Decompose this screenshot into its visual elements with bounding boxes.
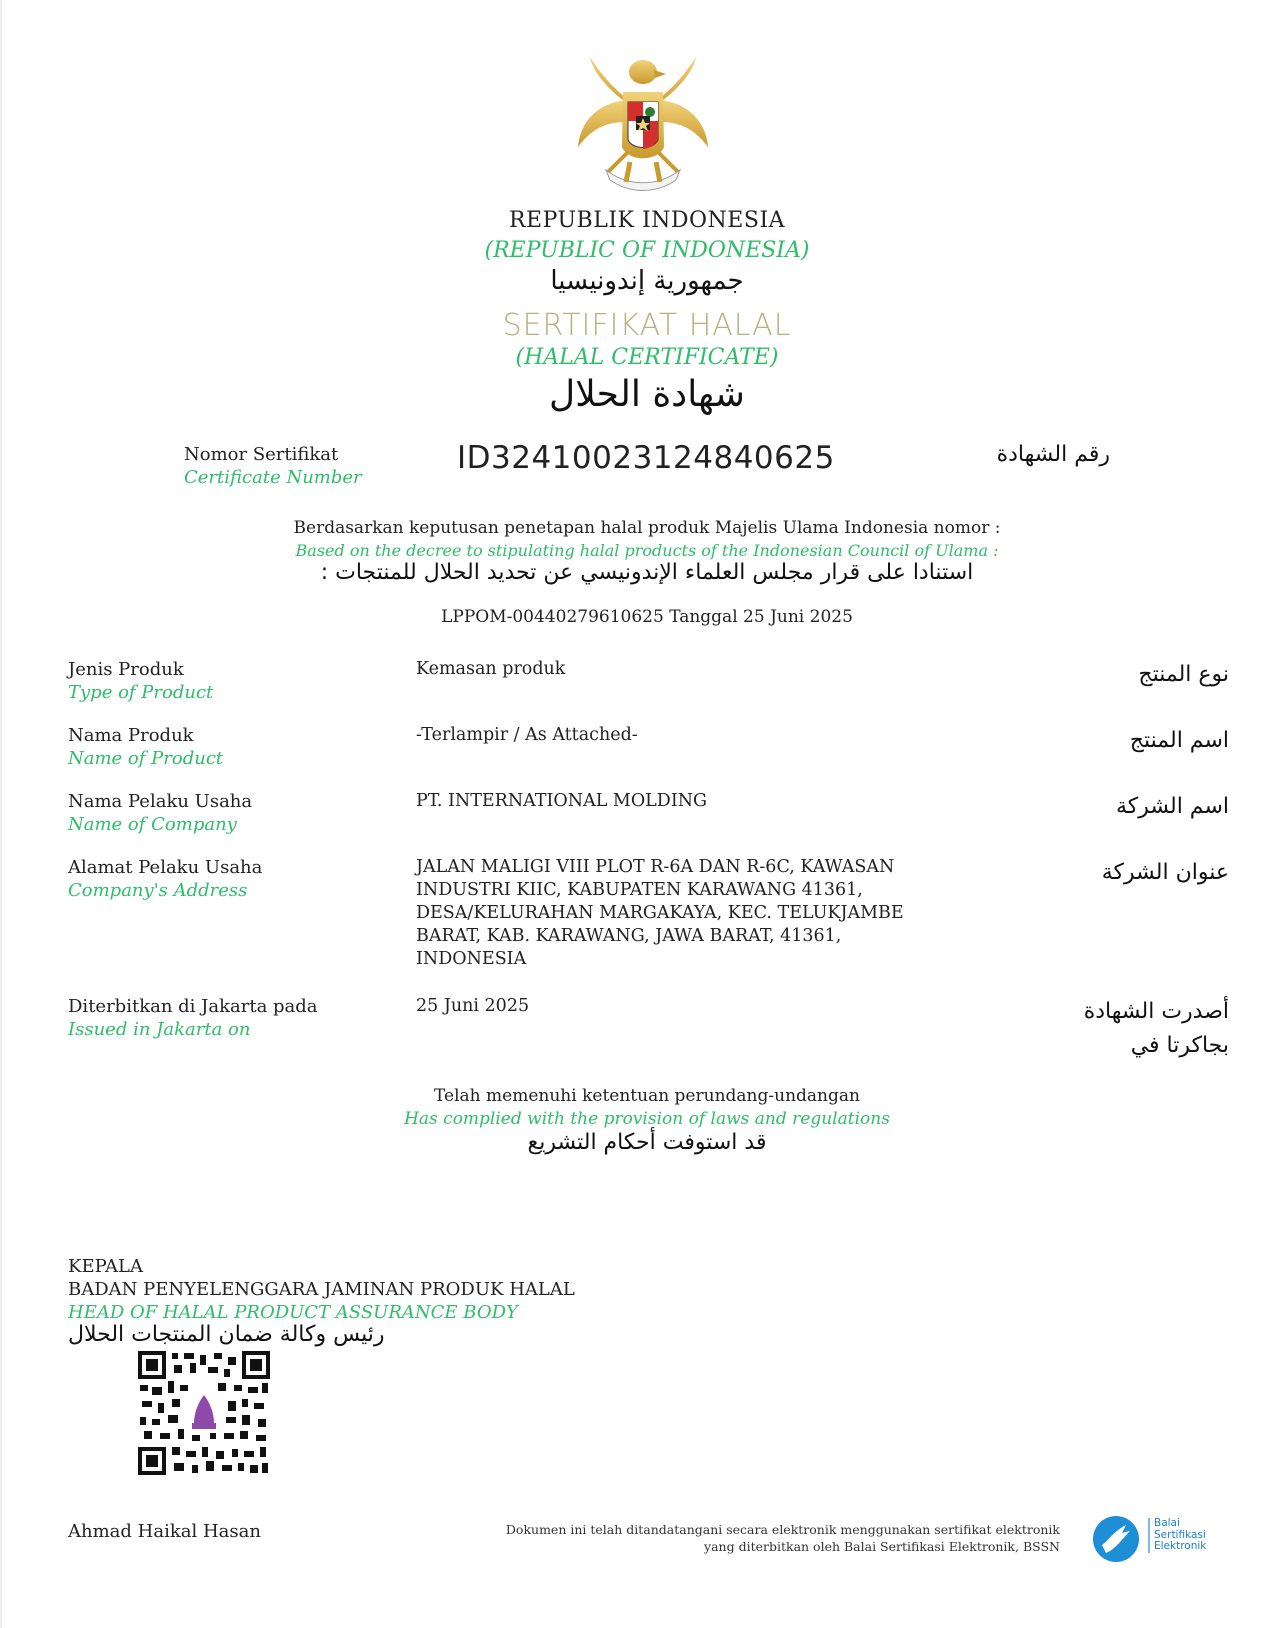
field-value xyxy=(416,856,986,971)
field-label-ar: عنوان الشركة xyxy=(1101,860,1229,885)
field-value: Kemasan produk xyxy=(416,659,566,679)
field-label-ar-line: أصدرت الشهادة xyxy=(1083,999,1229,1024)
certificate-number-label-ar: رقم الشهادة xyxy=(996,442,1110,467)
field-label-ar: نوع المنتج xyxy=(1138,662,1229,687)
compliance-text-en: Has complied with the provision of laws and regulations xyxy=(404,1109,890,1129)
field-label-ar: اسم المنتج xyxy=(1129,728,1229,753)
basis-text-id: Berdasarkan keputusan penetapan halal produk Majelis Ulama Indonesia nomor : xyxy=(293,518,1001,538)
bsre-label-line: Balai xyxy=(1154,1517,1180,1529)
field-label-id: Diterbitkan di Jakarta pada xyxy=(68,996,318,1017)
country-name-en: (REPUBLIC OF INDONESIA) xyxy=(484,238,810,263)
country-name-ar: جمهورية إندونيسيا xyxy=(550,266,744,296)
bsre-label xyxy=(1148,1518,1206,1553)
field-label xyxy=(68,995,318,1041)
field-label xyxy=(68,658,213,704)
qr-code-icon xyxy=(138,1351,270,1475)
signatory-title-2: BADAN PENYELENGGARA JAMINAN PRODUK HALAL xyxy=(68,1279,575,1300)
basis-text-en: Based on the decree to stipulating halal products of the Indonesian Council of Ulama : xyxy=(295,541,999,560)
address-line: DESA/KELURAHAN MARGAKAYA, KEC. TELUKJAMBE xyxy=(416,903,904,923)
field-label-ar: اسم الشركة xyxy=(1115,794,1229,819)
signatory-title-ar: رئيس وكالة ضمان المنتجات الحلال xyxy=(68,1322,385,1347)
field-label-id: Jenis Produk xyxy=(68,659,184,680)
signatory-title-1: KEPALA xyxy=(68,1256,143,1277)
signatory-title-en: HEAD OF HALAL PRODUCT ASSURANCE BODY xyxy=(68,1302,518,1323)
compliance-text-ar: قد استوفت أحكام التشريع xyxy=(527,1130,767,1155)
certificate-title-id: SERTIFIKAT HALAL xyxy=(502,308,792,343)
bsre-label-line: Sertifikasi xyxy=(1154,1528,1206,1541)
country-name-id: REPUBLIK INDONESIA xyxy=(508,208,786,233)
signatory-name: Ahmad Haikal Hasan xyxy=(68,1521,261,1542)
address-line: JALAN MALIGI VIII PLOT R-6A DAN R-6C, KAWASAN xyxy=(416,857,895,877)
certificate-number-label xyxy=(184,444,362,488)
bsre-label-line: Elektronik xyxy=(1154,1540,1207,1552)
electronic-signature-note xyxy=(360,1521,1060,1555)
field-label xyxy=(68,724,223,770)
compliance-text-id: Telah memenuhi ketentuan perundang-undangan xyxy=(434,1086,860,1106)
field-label-en: Name of Company xyxy=(68,814,237,835)
field-label-id: Alamat Pelaku Usaha xyxy=(68,857,263,878)
field-label-ar xyxy=(1009,995,1229,1063)
basis-text-ar: استنادا على قرار مجلس العلماء الإندونيسي عن تحديد الحلال للمنتجات : xyxy=(320,560,974,585)
certificate-title-en: (HALAL CERTIFICATE) xyxy=(515,345,779,370)
field-label xyxy=(68,856,262,902)
field-label-id: Nama Pelaku Usaha xyxy=(68,791,253,812)
field-value: 25 Juni 2025 xyxy=(416,996,530,1016)
field-label-ar-line: بجاكرتا في xyxy=(1130,1033,1229,1058)
certificate-number-label-id: Nomor Sertifikat xyxy=(184,444,339,465)
field-label-en: Issued in Jakarta on xyxy=(68,1019,251,1040)
bsre-logo-icon xyxy=(1092,1515,1140,1563)
certificate-number-label-en: Certificate Number xyxy=(184,467,362,488)
address-line: INDONESIA xyxy=(416,949,527,969)
address-line: BARAT, KAB. KARAWANG, JAWA BARAT, 41361, xyxy=(416,926,842,946)
certificate-number-value: ID32410023124840625 xyxy=(457,440,835,476)
field-label-en: Name of Product xyxy=(68,748,224,769)
address-line: INDUSTRI KIIC, KABUPATEN KARAWANG 41361, xyxy=(416,880,863,900)
garuda-pancasila-emblem-icon xyxy=(568,52,718,202)
esign-line: Dokumen ini telah ditandatangani secara elektronik menggunakan sertifikat elektronik xyxy=(505,1522,1060,1537)
field-value: PT. INTERNATIONAL MOLDING xyxy=(416,791,708,811)
esign-line: yang diterbitkan oleh Balai Sertifikasi Elektronik, BSSN xyxy=(704,1539,1060,1554)
field-value: -Terlampir / As Attached- xyxy=(416,725,638,745)
field-label xyxy=(68,790,252,836)
decree-number: LPPOM-00440279610625 Tanggal 25 Juni 2025 xyxy=(441,607,853,627)
field-label-en: Company's Address xyxy=(68,880,248,901)
field-label-id: Nama Produk xyxy=(68,725,194,746)
certificate-title-ar: شهادة الحلال xyxy=(549,374,745,415)
field-label-en: Type of Product xyxy=(68,682,214,703)
